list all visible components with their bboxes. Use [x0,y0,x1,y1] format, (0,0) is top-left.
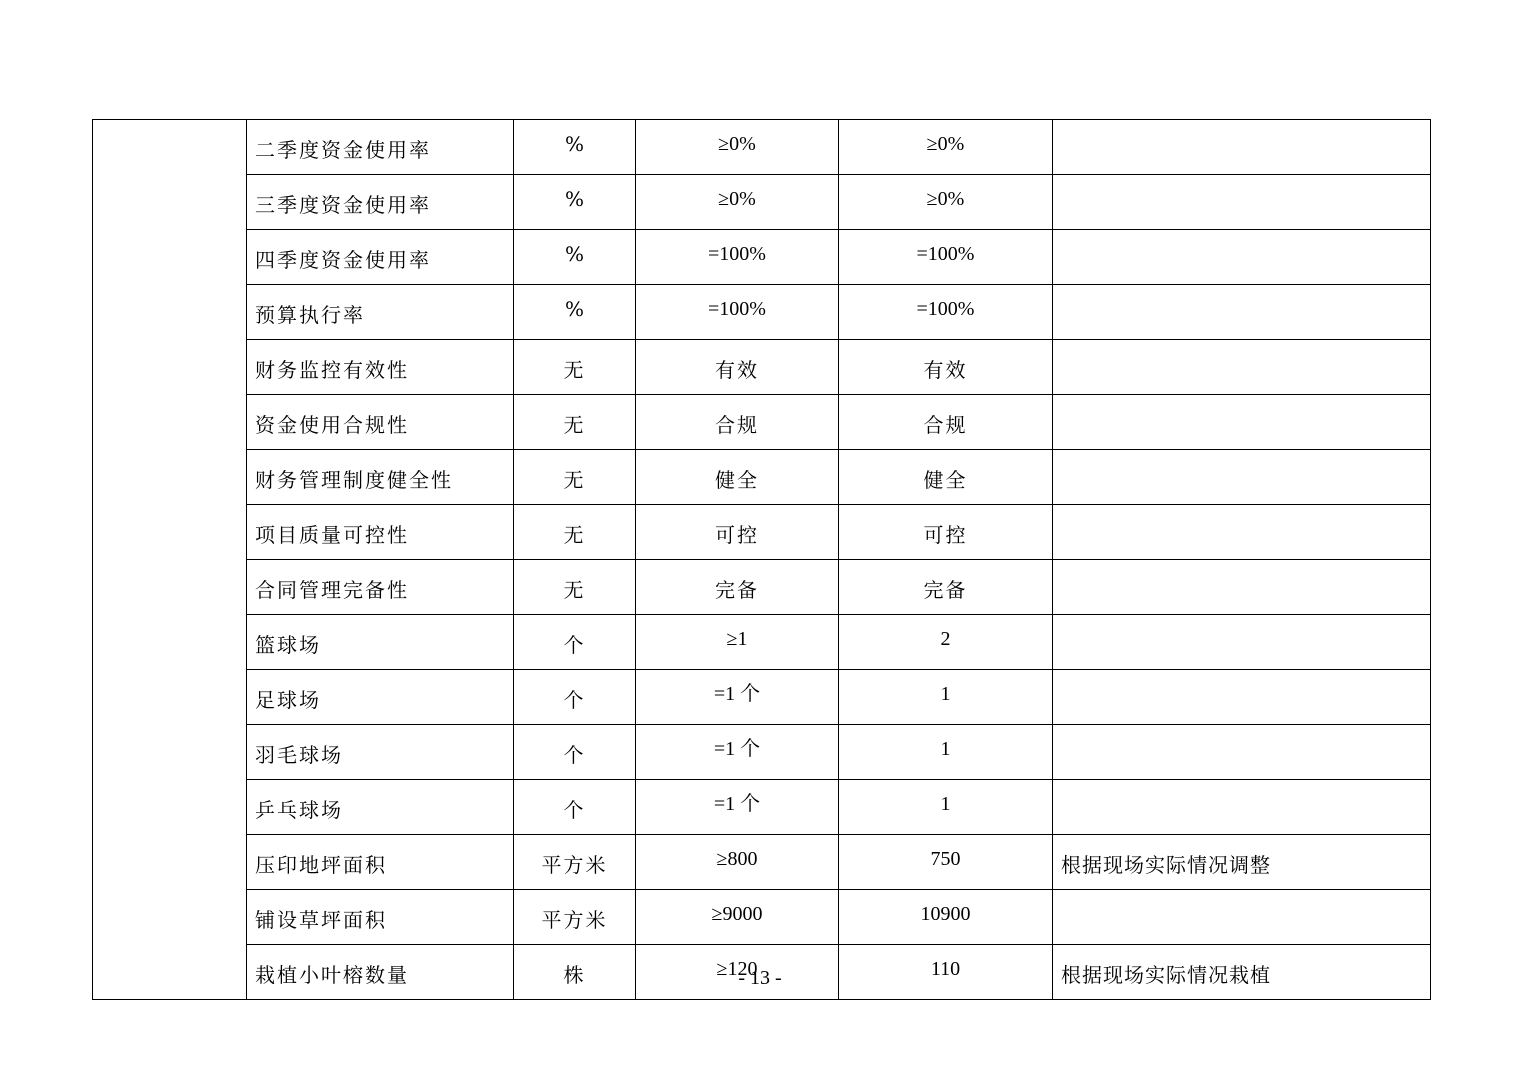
actual-value-cell: 2 [839,615,1053,670]
unit-cell: 无 [514,395,636,450]
indicator-cell: 四季度资金使用率 [247,230,514,285]
unit-cell: 无 [514,505,636,560]
unit-cell: 个 [514,670,636,725]
unit-cell: 平方米 [514,835,636,890]
remark-cell [1053,285,1431,340]
target-value-cell: =100% [636,285,839,340]
indicator-cell: 二季度资金使用率 [247,120,514,175]
remark-cell [1053,560,1431,615]
actual-value-cell: 健全 [839,450,1053,505]
indicator-cell: 财务管理制度健全性 [247,450,514,505]
indicator-cell: 预算执行率 [247,285,514,340]
actual-value-cell: 1 [839,670,1053,725]
actual-value-cell: ≥0% [839,175,1053,230]
table-body [93,120,1431,1000]
target-value-cell: =1 个 [636,780,839,835]
remark-cell: 根据现场实际情况栽植 [1053,945,1431,1000]
actual-value-cell: ≥0% [839,120,1053,175]
table-row [93,780,1431,835]
remark-cell [1053,725,1431,780]
unit-cell: % [514,285,636,340]
unit-cell: 平方米 [514,890,636,945]
indicator-cell: 羽毛球场 [247,725,514,780]
unit-cell: % [514,120,636,175]
remark-cell: 根据现场实际情况调整 [1053,835,1431,890]
indicator-cell: 资金使用合规性 [247,395,514,450]
target-value-cell: ≥0% [636,175,839,230]
actual-value-cell: =100% [839,285,1053,340]
unit-cell: 个 [514,780,636,835]
actual-value-cell: =100% [839,230,1053,285]
indicator-cell: 篮球场 [247,615,514,670]
table-row [93,120,1431,175]
target-value-cell: 有效 [636,340,839,395]
target-value-cell: 可控 [636,505,839,560]
indicator-cell: 足球场 [247,670,514,725]
table-row [93,890,1431,945]
page-number: - 13 - [738,967,782,989]
remark-cell [1053,395,1431,450]
unit-cell: 株 [514,945,636,1000]
indicator-cell: 财务监控有效性 [247,340,514,395]
actual-value-cell: 有效 [839,340,1053,395]
unit-cell: 无 [514,560,636,615]
target-value-cell: ≥1 [636,615,839,670]
actual-value-cell: 1 [839,780,1053,835]
target-value-cell: 合规 [636,395,839,450]
indicator-cell: 压印地坪面积 [247,835,514,890]
table-row [93,835,1431,890]
remark-cell [1053,615,1431,670]
unit-cell: 个 [514,725,636,780]
remark-cell [1053,890,1431,945]
indicator-cell: 栽植小叶榕数量 [247,945,514,1000]
target-value-cell: ≥800 [636,835,839,890]
remark-cell [1053,175,1431,230]
unit-cell: % [514,175,636,230]
actual-value-cell: 750 [839,835,1053,890]
remark-cell [1053,505,1431,560]
target-value-cell: 完备 [636,560,839,615]
target-value-cell: ≥0% [636,120,839,175]
unit-cell: 无 [514,450,636,505]
remark-cell [1053,670,1431,725]
unit-cell: 个 [514,615,636,670]
actual-value-cell: 完备 [839,560,1053,615]
actual-value-cell: 110 [839,945,1053,1000]
remark-cell [1053,230,1431,285]
indicator-cell: 乒乓球场 [247,780,514,835]
indicator-cell: 三季度资金使用率 [247,175,514,230]
actual-value-cell: 可控 [839,505,1053,560]
category-cell [93,120,247,1000]
table-row [93,285,1431,340]
target-value-cell: ≥9000 [636,890,839,945]
table-row [93,505,1431,560]
table-row [93,230,1431,285]
remark-cell [1053,780,1431,835]
table-row [93,340,1431,395]
actual-value-cell: 合规 [839,395,1053,450]
performance-indicator-table [92,119,1431,1000]
remark-cell [1053,340,1431,395]
target-value-cell: 健全 [636,450,839,505]
target-value-cell: =1 个 [636,725,839,780]
remark-cell [1053,450,1431,505]
actual-value-cell: 10900 [839,890,1053,945]
actual-value-cell: 1 [839,725,1053,780]
indicator-cell: 铺设草坪面积 [247,890,514,945]
table-row [93,560,1431,615]
unit-cell: % [514,230,636,285]
target-value-cell: =100% [636,230,839,285]
table-row [93,615,1431,670]
indicator-cell: 合同管理完备性 [247,560,514,615]
table-row [93,450,1431,505]
target-value-cell: =1 个 [636,670,839,725]
target-value-cell: ≥120 [636,945,839,1000]
remark-cell [1053,120,1431,175]
table-row [93,670,1431,725]
table-row [93,395,1431,450]
table-row [93,725,1431,780]
table-row [93,175,1431,230]
indicator-cell: 项目质量可控性 [247,505,514,560]
unit-cell: 无 [514,340,636,395]
